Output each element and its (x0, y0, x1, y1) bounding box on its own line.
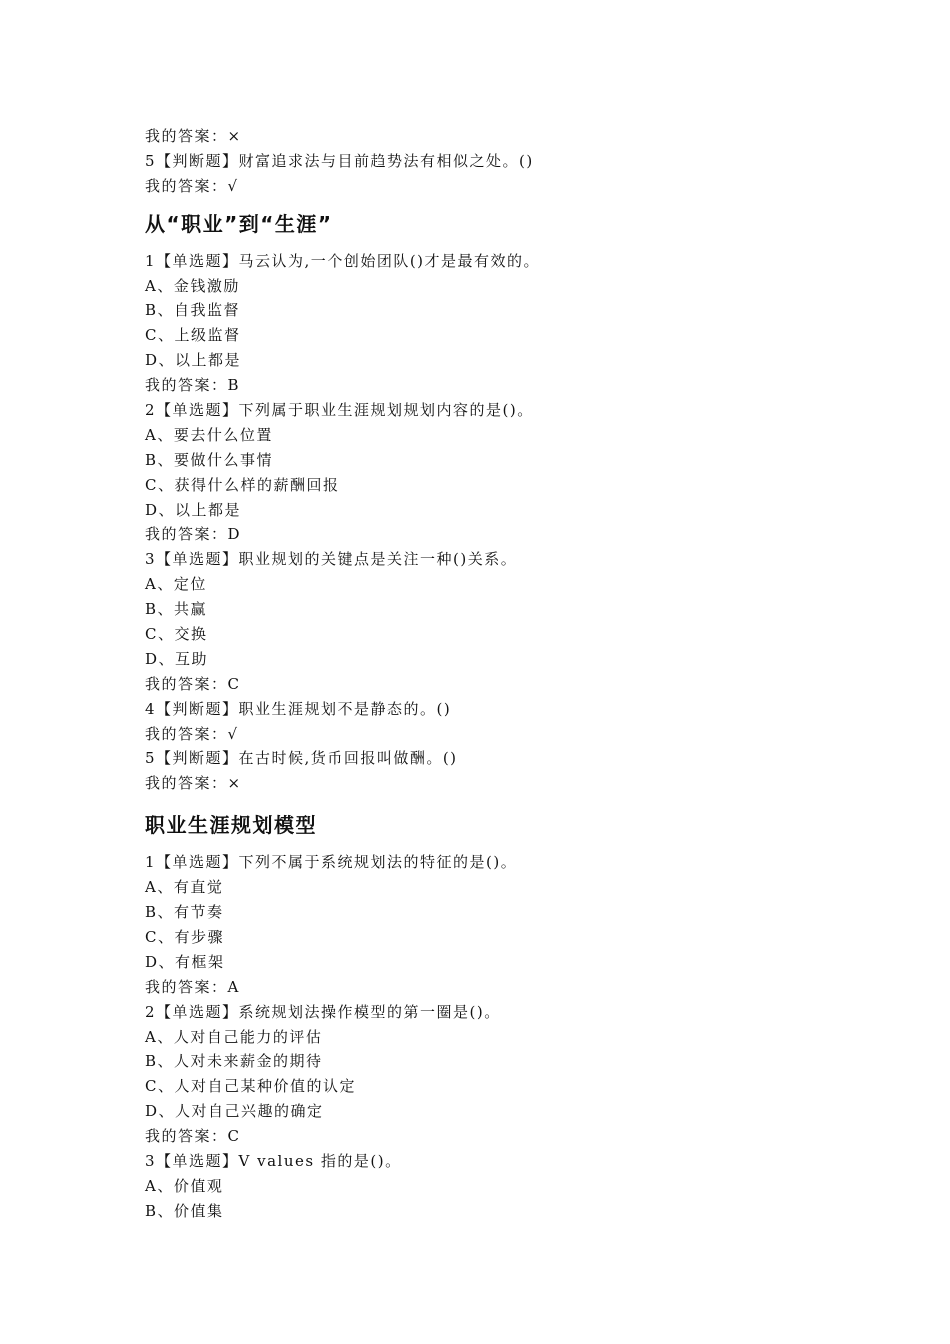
answer-line: 我的答案：× (145, 127, 242, 145)
question-line: 3【单选题】V values 指的是()。 (145, 1151, 402, 1170)
answer-line: 我的答案：C (145, 674, 241, 693)
option-line: A、要去什么位置 (145, 425, 273, 444)
option-line: C、获得什么样的薪酬回报 (145, 475, 340, 494)
option-line: B、要做什么事情 (145, 450, 274, 469)
section-title-planning-model: 职业生涯规划模型 (145, 813, 317, 838)
answer-line: 我的答案：× (145, 774, 242, 793)
option-line: B、人对未来薪金的期待 (145, 1052, 323, 1071)
question-line: 1【单选题】下列不属于系统规划法的特征的是()。 (145, 853, 518, 872)
option-line: D、以上都是 (145, 351, 242, 370)
option-line: A、价值观 (145, 1176, 224, 1195)
answer-line: 我的答案：√ (145, 724, 239, 743)
answer-line: 我的答案：D (145, 525, 242, 544)
option-line: B、有节奏 (145, 903, 224, 922)
option-line: B、自我监督 (145, 301, 241, 320)
option-line: A、金钱激励 (145, 276, 240, 295)
option-line: A、有直觉 (145, 878, 224, 897)
option-line: D、以上都是 (145, 500, 242, 519)
option-line: A、人对自己能力的评估 (145, 1027, 323, 1046)
answer-line: 我的答案：B (145, 376, 241, 395)
answer-line: 我的答案：√ (145, 176, 239, 195)
question-line: 5【判断题】在古时候,货币回报叫做酬。() (145, 749, 458, 768)
option-line: D、有框架 (145, 952, 225, 971)
option-line: B、共赢 (145, 600, 208, 619)
option-line: C、交换 (145, 625, 208, 644)
option-line: C、上级监督 (145, 326, 241, 345)
option-line: C、人对自己某种价值的认定 (145, 1077, 356, 1096)
option-line: A、定位 (145, 575, 207, 594)
option-line: B、价值集 (145, 1201, 224, 1220)
question-line: 5【判断题】财富追求法与目前趋势法有相似之处。() (145, 151, 534, 170)
question-line: 4【判断题】职业生涯规划不是静态的。() (145, 699, 452, 718)
answer-line: 我的答案：C (145, 1127, 241, 1146)
question-line: 3【单选题】职业规划的关键点是关注一种()关系。 (145, 550, 518, 569)
option-line: D、互助 (145, 649, 209, 668)
option-line: D、人对自己兴趣的确定 (145, 1102, 324, 1121)
section-title-career: 从“职业”到“生涯” (145, 211, 333, 236)
option-line: C、有步骤 (145, 927, 224, 946)
document-content (145, 124, 845, 1224)
question-line: 1【单选题】马云认为,一个创始团队()才是最有效的。 (145, 251, 541, 270)
question-line: 2【单选题】下列属于职业生涯规划规划内容的是()。 (145, 401, 534, 420)
answer-line: 我的答案：A (145, 977, 240, 996)
question-line: 2【单选题】系统规划法操作模型的第一圈是()。 (145, 1002, 501, 1021)
